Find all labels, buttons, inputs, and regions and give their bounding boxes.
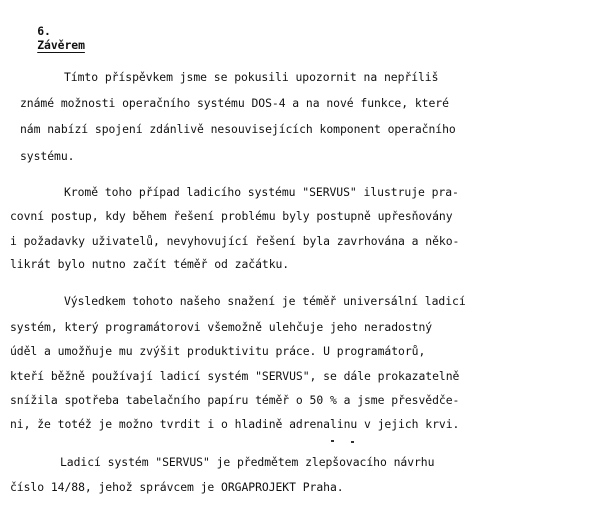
section-number: 6. <box>37 24 51 38</box>
ink-speck <box>331 440 334 442</box>
paragraph-line: likrát bylo nutno začít téměř od začátku. <box>10 257 290 271</box>
paragraph-line: číslo 14/88, jehož správcem je ORGAPROJEKT Praha. <box>10 480 344 494</box>
paragraph-line: nám nabízí spojení zdánlivě nesouvisejících komponent operačního <box>20 122 456 136</box>
paragraph-line: systému. <box>20 149 75 163</box>
ink-speck <box>351 441 354 443</box>
paragraph-line: Výsledkem tohoto našeho snažení je téměř universální ladicí <box>64 294 466 308</box>
paragraph-line: kteří běžně používají ladicí systém "SERVUS", se dále prokazatelně <box>10 369 460 383</box>
paragraph-line: známé možnosti operačního systému DOS-4 a na nové funkce, které <box>20 96 449 110</box>
paragraph-line: systém, který programátorovi všemožně ulehčuje jeho neradostný <box>10 320 433 334</box>
section-title: Závěrem <box>37 38 85 52</box>
paragraph-line: Kromě toho případ ladicího systému "SERVUS" ilustruje pra- <box>64 185 459 199</box>
paragraph-line: Tímto příspěvkem jsme se pokusili upozornit na nepříliš <box>64 70 439 84</box>
paragraph-line: Ladicí systém "SERVUS" je předmětem zlepšovacího návrhu <box>60 455 435 469</box>
paragraph-line: úděl a umožňuje mu zvýšit produktivitu práce. U programátorů, <box>10 344 426 358</box>
section-heading <box>10 10 85 66</box>
paragraph-line: ni, že totéž je možno tvrdit i o hladině adrenalinu v jejich krvi. <box>10 417 460 431</box>
paragraph-line: snížila spotřeba tabelačního papíru téměř o 50 % a jsme přesvědče- <box>10 393 460 407</box>
paragraph-line: i požadavky uživatelů, nevyhovující řešení byla zavrhována a něko- <box>10 234 460 248</box>
paragraph-line: covní postup, kdy během řešení problému byly postupně upřesňovány <box>10 209 453 223</box>
